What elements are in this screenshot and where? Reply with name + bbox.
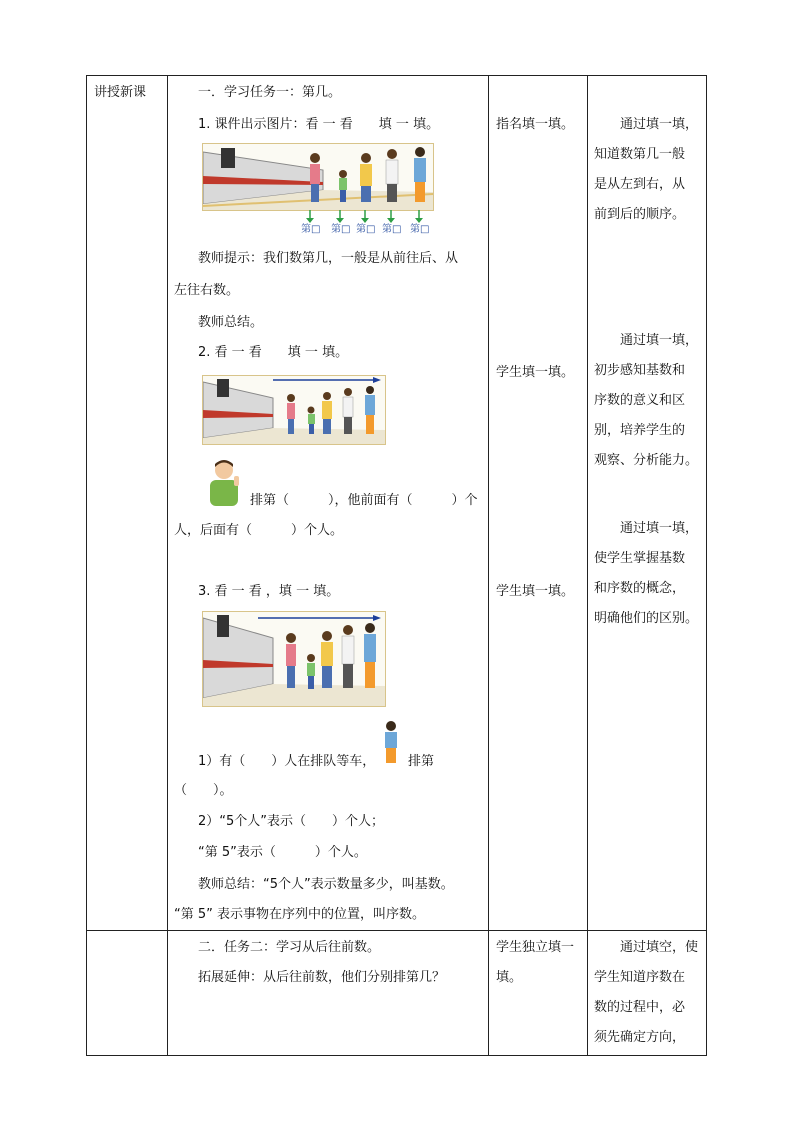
person-3 [360, 153, 372, 202]
item1-text: 1. 课件出示图片：看 一 看 填 一 填。 [198, 117, 440, 132]
purpose-cell-1 [588, 76, 707, 931]
content-cell-2 [168, 931, 489, 1056]
person-i [342, 625, 354, 688]
ordinal-label-2: 第□ [331, 224, 351, 235]
train-scene-3 [202, 611, 386, 707]
train-scene-2 [202, 375, 386, 445]
ordinal-label-5: 第□ [410, 224, 430, 235]
ordinal-label-3: 第□ [356, 224, 376, 235]
person-f [286, 633, 296, 688]
person-2 [339, 170, 347, 202]
train-illustration-2 [203, 376, 385, 444]
ordinal-label-1: 第□ [301, 224, 321, 235]
person-a [287, 394, 295, 434]
section-cell [87, 76, 168, 931]
man-icon [381, 720, 401, 764]
person-e [365, 386, 375, 434]
q2-line-2: 人，后面有（ ）个人。 [174, 523, 344, 538]
purpose-4: 通过填空，使 学生知道序数在 数的过程中，必 须先确定方向， [594, 940, 699, 1045]
person-5 [414, 147, 426, 202]
item3-text: 3. 看 一 看 ，填 一 填。 [198, 584, 340, 599]
purpose-cell-2 [588, 931, 707, 1056]
boy-avatar [204, 458, 242, 508]
purpose-1: 通过填一填， 知道数第几一般 是从左到右，从 前到后的顺序。 [594, 117, 699, 222]
activity-cell-1 [489, 76, 588, 931]
task1-heading: 一．学习任务一：第几。 [198, 85, 342, 100]
q3-line-2: （ ）。 [174, 783, 233, 798]
q3-line-1a: 1）有（ ）人在排队等车， [198, 754, 376, 769]
person-h [321, 631, 333, 688]
purpose-2: 通过填一填， 初步感知基数和 序数的意义和区 别，培养学生的 观察、分析能力。 [594, 333, 699, 468]
person-4 [386, 149, 398, 202]
train-illustration-3 [203, 612, 385, 706]
q3-line-1b: 排第 [408, 754, 435, 769]
hint-line-2: 左往右数。 [174, 283, 240, 298]
q3-2a: 2）“5个人”表示（ ）个人； [198, 814, 385, 829]
ordinal-arrows [202, 210, 442, 224]
content-cell-1 [168, 76, 489, 931]
activity-3: 学生填一填。 [496, 584, 575, 599]
train-illustration-1 [203, 144, 433, 210]
q2-line-1: 排第（ ），他前面有（ ）个 [250, 493, 478, 508]
lesson-table [86, 75, 707, 1056]
person-1 [310, 153, 320, 202]
ordinal-label-4: 第□ [382, 224, 402, 235]
section-cell-2 [87, 931, 168, 1056]
person-c [322, 392, 332, 434]
summary-line-1: 教师总结：“5个人”表示数量多少，叫基数。 [198, 877, 454, 892]
hint-line-1: 教师提示：我们数第几，一般是从前往后、从 [198, 251, 459, 266]
activity-4-line-2: 填。 [496, 970, 523, 985]
activity-2: 学生填一填。 [496, 365, 575, 380]
task2-heading: 二．任务二：学习从后往前数。 [198, 940, 381, 955]
summary-1: 教师总结。 [198, 315, 264, 330]
person-d [343, 388, 353, 434]
person-g [307, 654, 315, 689]
activity-cell-2 [489, 931, 588, 1056]
summary-line-2: “第 5” 表示事物在序列中的位置，叫序数。 [174, 907, 426, 922]
activity-4-line-1: 学生独立填一 [496, 940, 575, 955]
purpose-3: 通过填一填， 使学生掌握基数 和序数的概念， 明确他们的区别。 [594, 521, 699, 626]
activity-1: 指名填一填。 [496, 117, 575, 132]
q3-2b: “第 5”表示（ ）个人。 [198, 845, 367, 860]
section-label: 讲授新课 [94, 85, 147, 100]
item2-text: 2. 看 一 看 填 一 填。 [198, 345, 349, 360]
task2-extend: 拓展延伸：从后往前数，他们分别排第几？ [198, 970, 446, 985]
train-scene-1 [202, 143, 434, 211]
person-j [364, 623, 376, 688]
